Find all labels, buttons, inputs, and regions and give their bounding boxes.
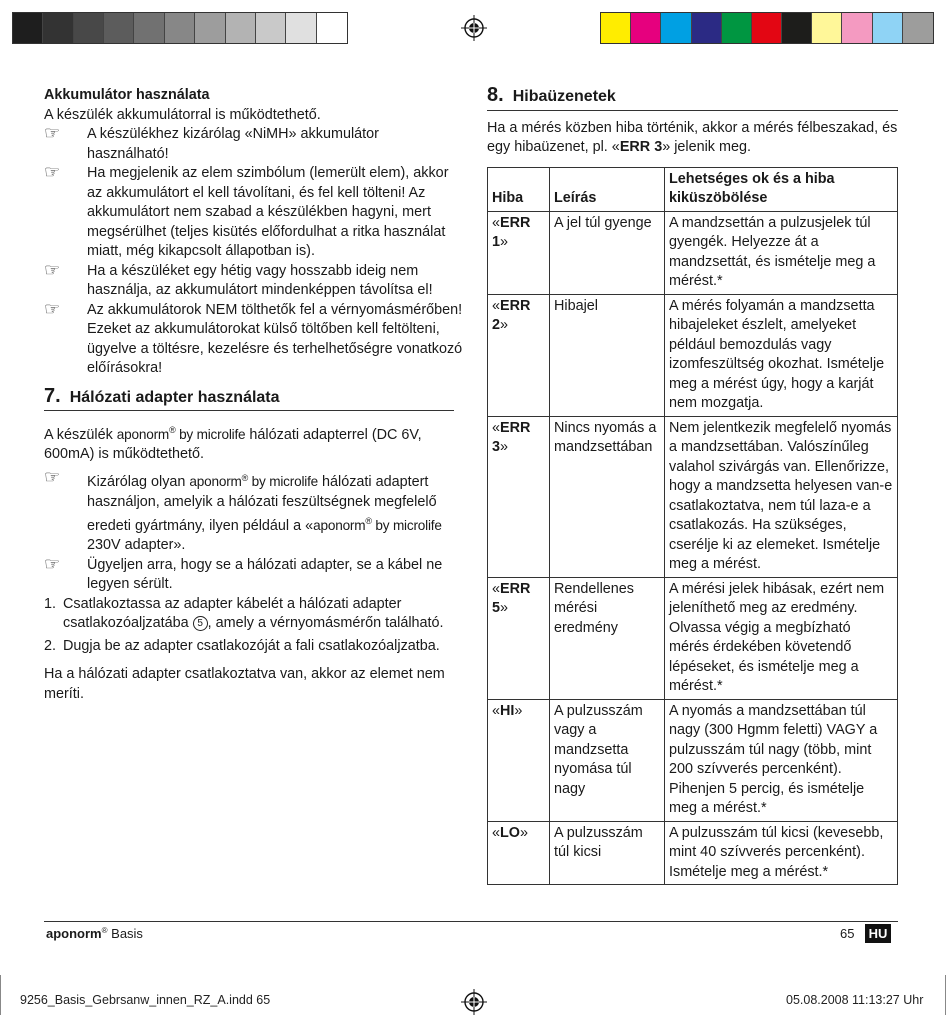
error-description: A pulzusszám túl kicsi (550, 821, 665, 885)
grayscale-color-bar (12, 12, 348, 44)
color-swatch (601, 13, 631, 43)
color-swatch (317, 13, 347, 43)
error-remedy: A mérés folyamán a mandzsetta hibajeleket észlelt, amelyeket például bemozdulás vagy izomfeszültség okozhat. Ismételje meg a mérést úgy, hogy a karját nem mozgatja. (665, 294, 898, 416)
pointing-hand-icon: ☞ (44, 259, 61, 280)
error-description: Hibajel (550, 294, 665, 416)
color-swatch (842, 13, 872, 43)
error-remedy: Nem jelentkezik megfelelő nyomás a mandzsettában. Valószínűleg valahol szivárgás van. Ellenőrizze, hogy a mandzsetta helyesen van-e csatlakoztatva, nem túl laza-e a csatlakozás. Ha szükséges, cserélje ki az elemeket. Ismételje meg a mérést. (665, 416, 898, 577)
table-row (488, 577, 898, 699)
header-hiba: Hiba (488, 167, 550, 211)
date-slug: 05.08.2008 11:13:27 Uhr (786, 993, 924, 1007)
error-code: «ERR 1» (488, 211, 550, 294)
error-code: «HI» (488, 699, 550, 821)
color-swatch (226, 13, 256, 43)
section-8-heading: 8. Hibaüzenetek (487, 86, 898, 111)
registration-mark-icon (461, 15, 487, 41)
color-swatch (692, 13, 722, 43)
error-remedy: A mandzsettán a pulzusjelek túl gyengék. Helyezze át a mandzsettát, és ismételje meg a mérést.* (665, 211, 898, 294)
note-item: ☞ Ha megjelenik az elem szimbólum (lemerült elem), akkor az akkumulátort el kell távolítani, és fel kell tölteni! Az akkumulátort nem szabad a készülékben hagyni, mert megsérülhet (teljes kisütés előfordulhat a ritka használat miatt, még kikapcsolt állapotban is). (44, 162, 449, 259)
socket-number-badge: 5 (193, 616, 208, 631)
language-badge: HU (865, 924, 891, 943)
pointing-hand-icon: ☞ (44, 466, 61, 487)
step-1: 1. Csatlakoztassa az adapter kábelét a hálózati adapter csatlakozóaljzatába 5 , amely a vérnyomásmérőn található. (44, 595, 444, 632)
pointing-hand-icon: ☞ (44, 553, 61, 574)
footer-product: aponorm® Basis (46, 926, 143, 942)
adapter-intro: A készülék aponorm® by microlife hálózati adapterrel (DC 6V, 600mA) is működtethető. (44, 425, 422, 463)
color-swatch (256, 13, 286, 43)
right-column (487, 86, 898, 885)
color-swatch (722, 13, 752, 43)
error-code: «LO» (488, 821, 550, 885)
file-slug: 9256_Basis_Gebrsanw_innen_RZ_A.indd 65 (20, 993, 271, 1007)
error-code: «ERR 5» (488, 577, 550, 699)
color-swatch (13, 13, 43, 43)
left-column (44, 86, 464, 704)
error-description: Nincs nyomás a mandzsettában (550, 416, 665, 577)
crop-line (945, 975, 946, 1015)
header-ok: Lehetséges ok és a hiba kiküszöbölése (665, 167, 898, 211)
adapter-closing: Ha a hálózati adapter csatlakoztatva van, akkor az elemet nem meríti. (44, 666, 445, 702)
error-remedy: A pulzusszám túl kicsi (kevesebb, mint 40 szívverés percenként). Ismételje meg a mérést.* (665, 821, 898, 885)
pointing-hand-icon: ☞ (44, 123, 61, 143)
crop-line (0, 975, 1, 1015)
error-remedy: A mérési jelek hibásak, ezért nem jeleníthető meg az eredmény. Olvassa végig a megbízható mérés érdekében követendő lépéseket, és ismételje meg a mérést.* (665, 577, 898, 699)
color-swatch (165, 13, 195, 43)
error-intro: Ha a mérés közben hiba történik, akkor a mérés félbeszakad, és egy hibaüzenet, pl. «ERR 3» jelenik meg. (487, 119, 898, 155)
color-swatch (74, 13, 104, 43)
battery-notes (44, 125, 464, 379)
note-item: ☞ A készülékhez kizárólag «NiMH» akkumulátor használható! (44, 123, 379, 162)
pointing-hand-icon: ☞ (44, 162, 61, 182)
color-swatch (812, 13, 842, 43)
pointing-hand-icon: ☞ (44, 298, 61, 319)
color-swatch (104, 13, 134, 43)
note-item: ☞ Az akkumulátorok NEM tölthetők fel a vérnyomásmérőben! Ezeket az akkumulátorokat külső töltőben kell feltölteni, ügyelve a töltésre, kezelésre és terhelhetőségre vonatkozó előírásokra! (44, 298, 463, 376)
color-swatch (134, 13, 164, 43)
battery-intro: A készülék akkumulátorral is működtethető. (44, 106, 321, 123)
color-swatch (661, 13, 691, 43)
page-number: 65 (840, 926, 855, 941)
color-swatch (286, 13, 316, 43)
error-description: A jel túl gyenge (550, 211, 665, 294)
table-row (488, 821, 898, 885)
color-swatch (782, 13, 812, 43)
error-code: «ERR 2» (488, 294, 550, 416)
table-row (488, 294, 898, 416)
table-header-row (488, 167, 898, 211)
error-remedy: A nyomás a mandzsettában túl nagy (300 Hgmm feletti) VAGY a pulzusszám túl nagy (több, mint 200 szívverés percenként). Pihenjen 5 percig, és ismételje meg a mérést.* (665, 699, 898, 821)
table-row (488, 211, 898, 294)
color-swatch (631, 13, 661, 43)
section-7-heading: 7. Hálózati adapter használata (44, 387, 454, 412)
error-description: Rendellenes mérési eredmény (550, 577, 665, 699)
color-swatch (195, 13, 225, 43)
table-row (488, 699, 898, 821)
error-description: A pulzusszám vagy a mandzsetta nyomása túl nagy (550, 699, 665, 821)
note-item: ☞ Kizárólag olyan aponorm® by microlife hálózati adaptert használjon, amelyik a hálózati feszültségnek megfelelő eredeti gyártmány, ilyen például a «aponorm® by microlife 230V adapter». (44, 466, 442, 554)
error-code: «ERR 3» (488, 416, 550, 577)
header-leiras: Leírás (550, 167, 665, 211)
color-swatch (752, 13, 782, 43)
note-item: ☞ Ha a készüléket egy hétig vagy hosszabb ideig nem használja, az akkumulátort mindenképpen távolítsa el! (44, 259, 433, 298)
error-table (487, 167, 898, 886)
battery-heading: Akkumulátor használata (44, 87, 210, 103)
note-item: ☞ Ügyeljen arra, hogy se a hálózati adapter, se a kábel ne legyen sérült. (44, 553, 443, 593)
registration-mark-icon (461, 989, 487, 1015)
table-row (488, 416, 898, 577)
color-swatch (873, 13, 903, 43)
step-2: 2. Dugja be az adapter csatlakozóját a fali csatlakozóaljzatba. (44, 637, 440, 654)
footer-divider (44, 921, 898, 922)
color-swatch (43, 13, 73, 43)
process-color-bar (600, 12, 934, 44)
color-swatch (903, 13, 933, 43)
